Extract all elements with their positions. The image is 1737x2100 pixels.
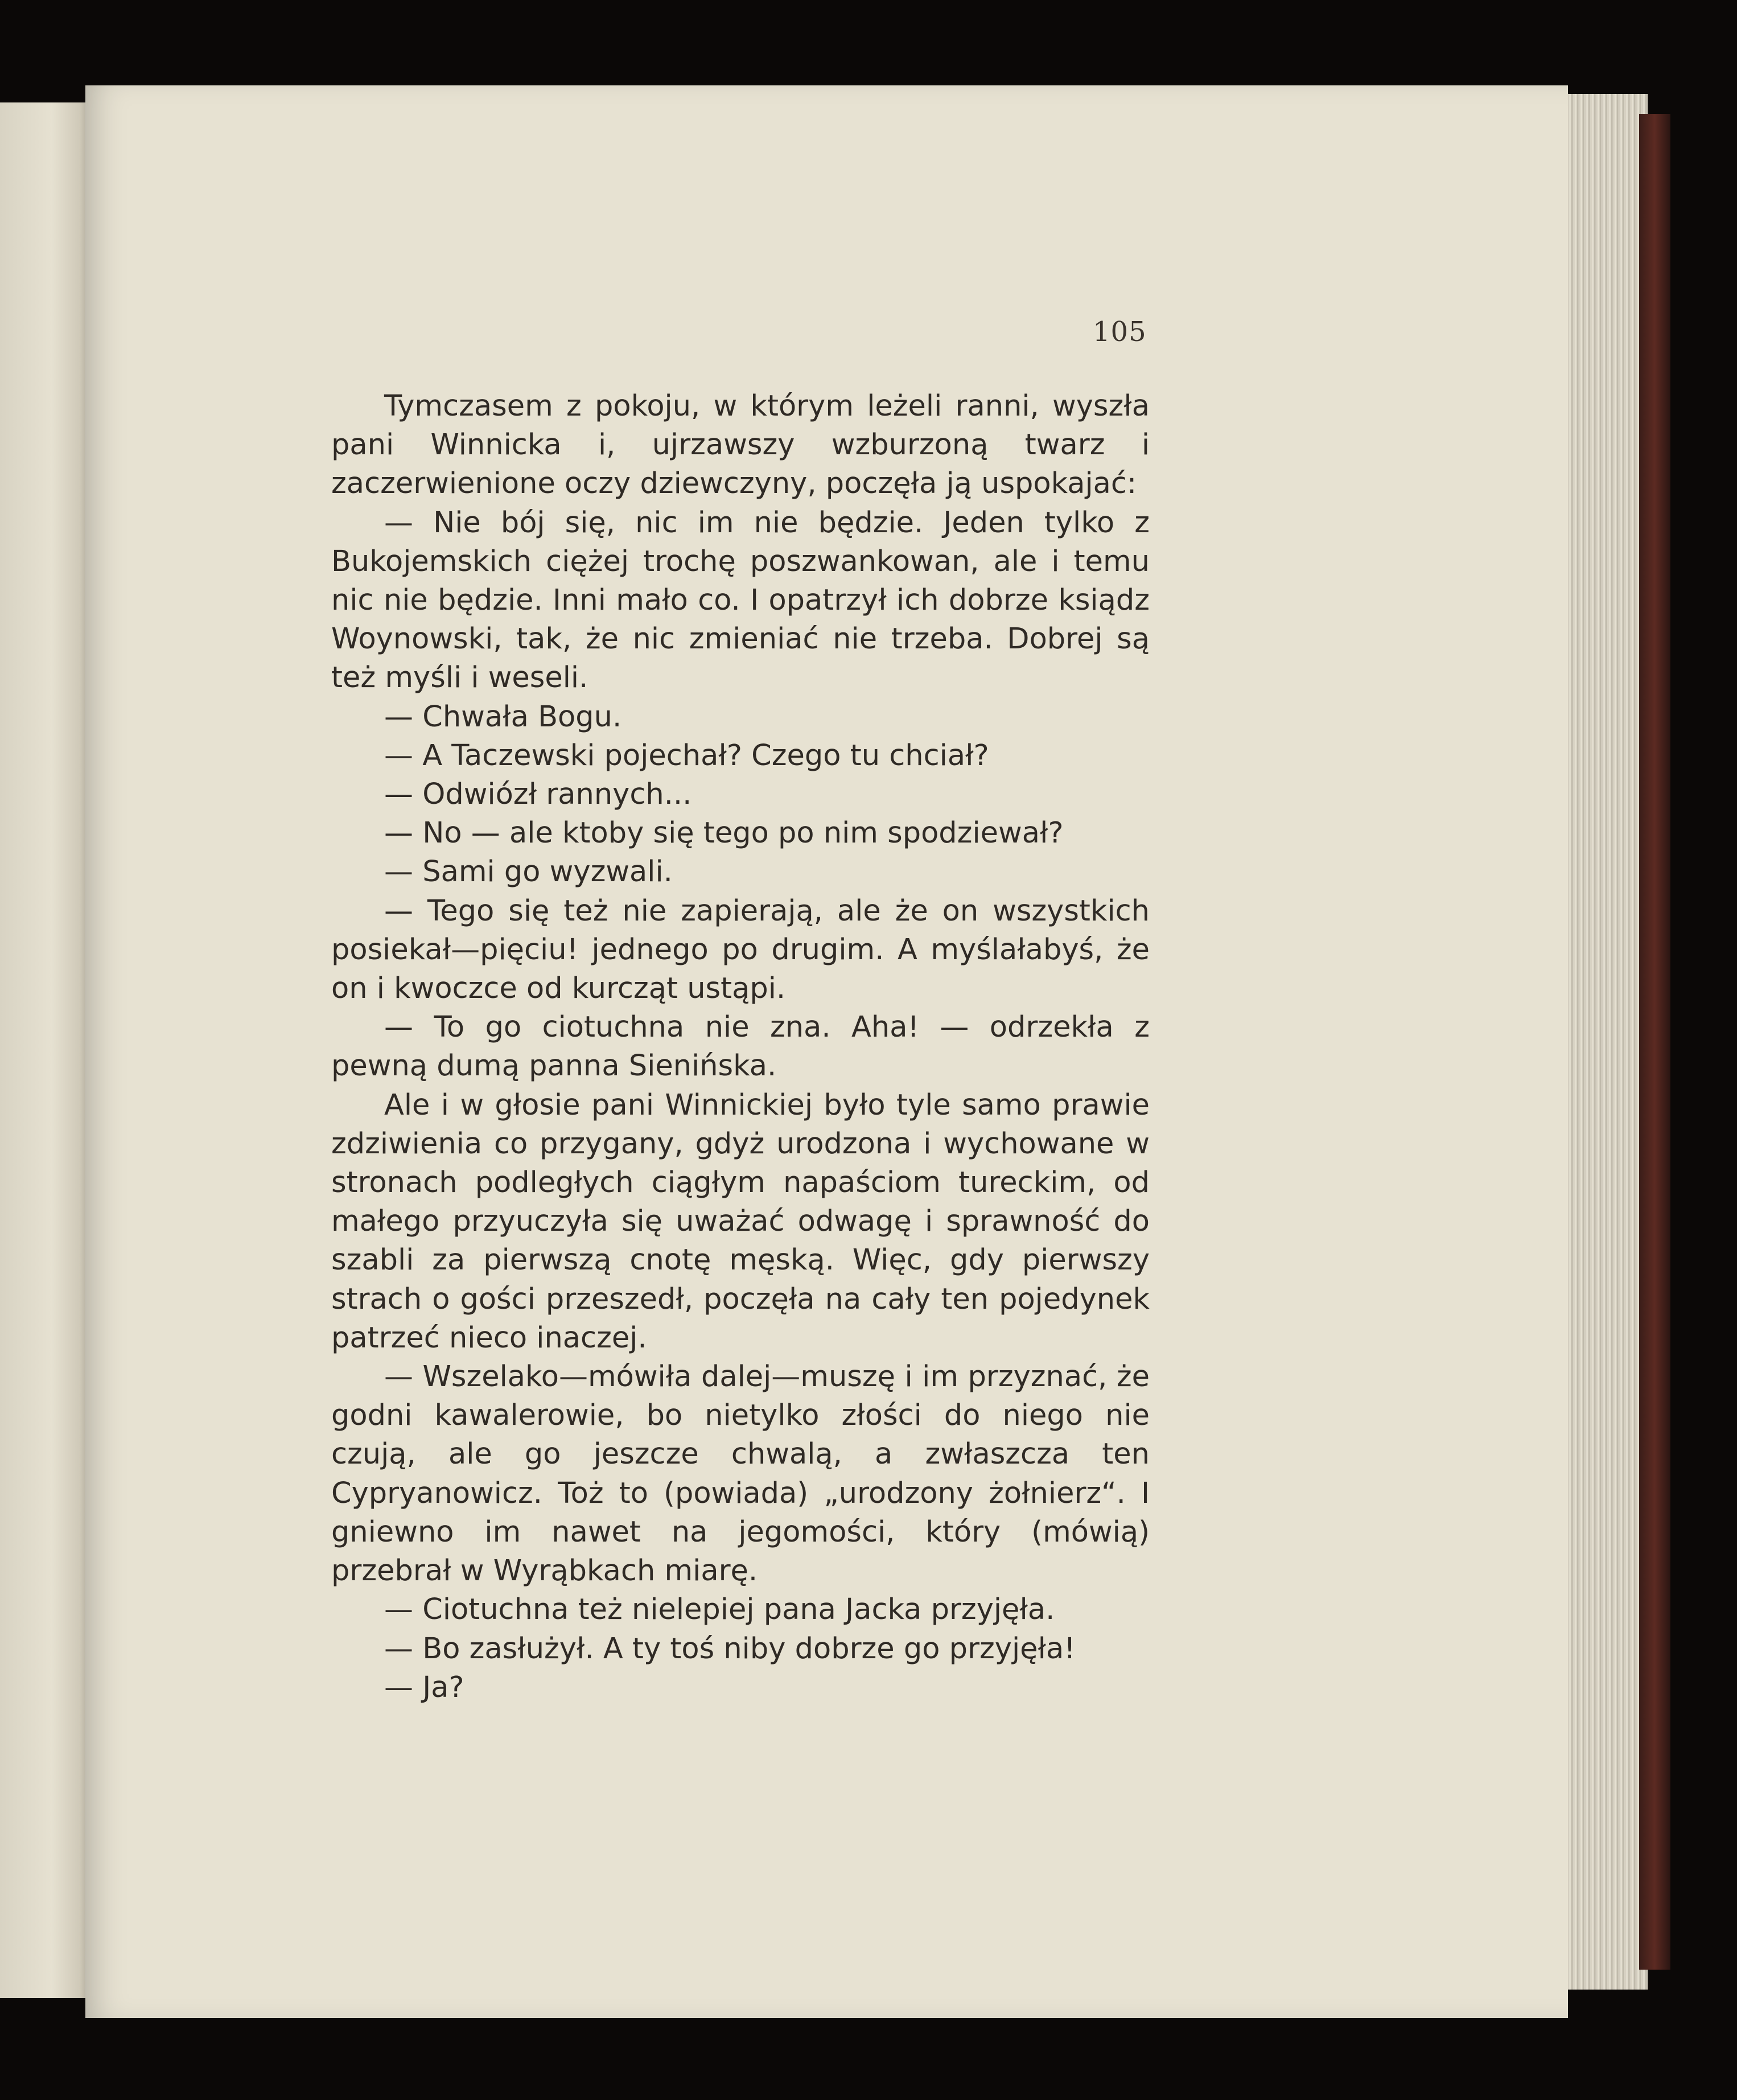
paragraph: Ale i w głosie pani Winnickiej było tyle samo prawie zdziwienia co przygany, gdyż urodzona i wychowane w stronach podległych ciągłym napaściom tureckim, od małego przyuczyła się uważać odwagę i sprawność do szabli za pierwszą cnotę męską. Więc, gdy pierwszy strach o gości przeszedł, poczęła na cały ten pojedynek patrzeć nieco inaczej. (331, 1088, 1150, 1355)
paragraph: — A Taczewski pojechał? Czego tu chciał? (384, 738, 989, 772)
paragraph: — Sami go wyzwali. (384, 855, 673, 889)
previous-page-edge (0, 102, 94, 1998)
paragraph: Tymczasem z pokoju, w którym leżeli ranni, wyszła pani Winnicka i, ujrzawszy wzburzoną twarz i zaczerwienione oczy dziewczyny, poczęła ją uspokajać: (331, 389, 1150, 501)
page-text (331, 387, 1150, 1707)
paragraph: — Ja? (384, 1670, 464, 1704)
book-fore-edge (1568, 94, 1648, 1990)
page-number: 105 (1093, 316, 1147, 348)
paragraph: — Tego się też nie zapierają, ale że on wszystkich posiekał—pięciu! jednego po drugim. A myślałabyś, że on i kwoczce od kurcząt ustąpi. (331, 894, 1150, 1006)
paragraph: — Bo zasłużył. A ty toś niby dobrze go przyjęła! (384, 1631, 1076, 1666)
paragraph: — Odwiózł rannych... (384, 778, 692, 812)
paragraph: — No — ale ktoby się tego po nim spodziewał? (384, 816, 1064, 850)
paragraph: — Ciotuchna też nielepiej pana Jacka przyjęła. (384, 1593, 1055, 1627)
paragraph: — Nie bój się, nic im nie będzie. Jeden tylko z Bukojemskich ciężej trochę poszwankowan, ale i temu nic nie będzie. Inni mało co. I opatrzył ich dobrze ksiądz Woynowski, tak, że nic zmieniać nie trzeba. Dobrej są też myśli i weseli. (331, 506, 1150, 695)
book-cover-edge (1639, 114, 1670, 1970)
paragraph: — Wszelako—mówiła dalej—muszę i im przyznać, że godni kawalerowie, bo nietylko złości do niego nie czują, ale go jeszcze chwalą, a zwłaszcza ten Cypryanowicz. Toż to (powiada) „urodzony żołnierz“. I gniewno im nawet na jegomości, który (mówią) przebrał w Wyrąbkach miarę. (331, 1360, 1150, 1588)
paragraph: — Chwała Bogu. (384, 700, 622, 734)
paragraph: — To go ciotuchna nie zna. Aha! — odrzekła z pewną dumą panna Sienińska. (331, 1010, 1150, 1083)
